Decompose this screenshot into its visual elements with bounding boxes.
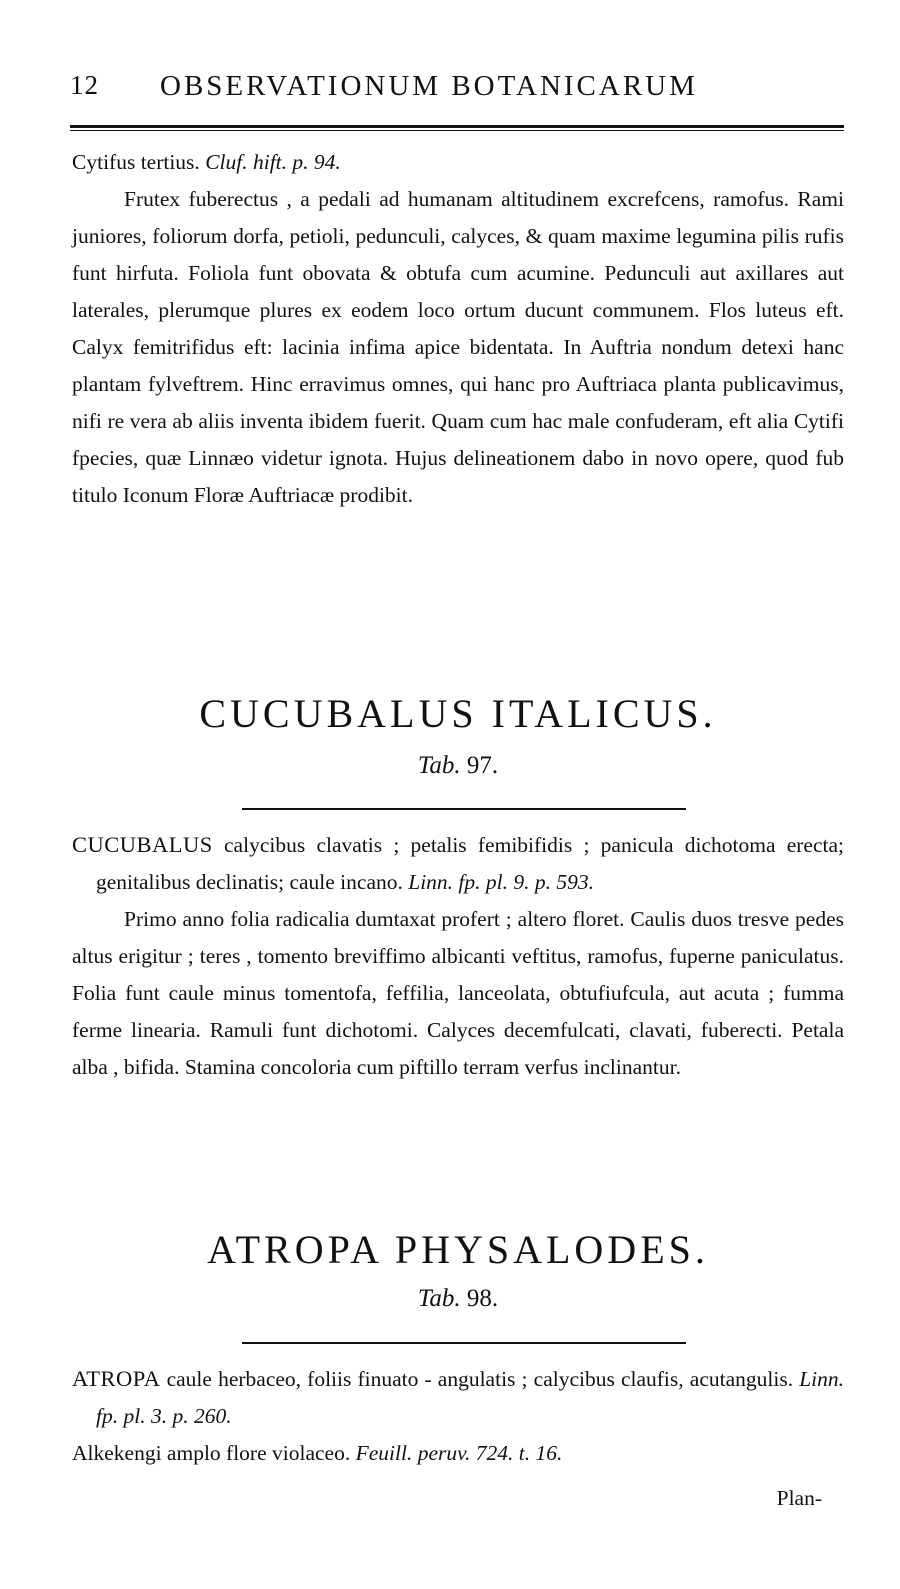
atropa-section [72,1360,844,1472]
diagnosis-reference: Linn. fp. pl. 9. p. 593. [408,870,595,894]
atropa-synonym [72,1435,844,1472]
page-number: 12 [70,70,99,100]
running-title: OBSERVATIONUM BOTANICARUM [160,70,698,102]
cytisus-section [72,144,844,514]
cucubalus-rule [242,808,686,810]
atropa-title: ATROPA PHYSALODES. [207,1227,709,1272]
tab-number: 98. [466,1285,499,1312]
diagnosis-genus: ATROPA [72,1366,161,1391]
atropa-tab-label [72,1285,844,1313]
synonym-reference: Cluf. hift. p. 94. [205,150,341,174]
diagnosis-reference: Linn. fp. pl. 3. p. 260. [96,1367,845,1428]
synonym-reference: Feuill. peruv. 724. t. 16. [355,1441,563,1465]
cucubalus-diagnosis [72,826,844,901]
cucubalus-section [72,826,844,1086]
diagnosis-genus: CUCUBALUS [72,832,213,857]
tab-prefix: Tab. [417,752,461,779]
atropa-rule [242,1342,686,1344]
diagnosis-text: caule herbaceo, foliis finuato - angulatis ; calycibus claufis, acutangulis. [166,1367,794,1391]
catch-word: Plan- [776,1486,822,1510]
synonym-text: Alkekengi amplo flore violaceo. [72,1441,351,1465]
tab-number: 97. [466,752,499,779]
running-head [70,70,850,110]
cucubalus-tab-label [72,752,844,780]
cucubalus-description: Primo anno folia radicalia dumtaxat profert ; altero floret. Caulis duos tresve pedes altus erigitur ; teres , tomento breviffimo albicanti veftitus, ramofus, fuperne paniculatus. Folia funt caule minus tomentofa, feffilia, lanceolata, obtufiufcula, aut acuta ; fumma ferme linearia. Ramuli funt dichotomi. Calyces decemfulcati, clavati, fuberecti. Petala alba , bifida. Stamina concoloria cum piftillo terram verfus inclinantur. [72,907,844,1079]
cytisus-synonym [72,144,844,181]
cucubalus-title: CUCUBALUS ITALICUS. [199,691,717,736]
diagnosis-text: calycibus clavatis ; petalis femibifidis ; panicula dichotoma erecta; genitalibus declinatis; caule incano. [96,833,844,894]
header-rule [70,125,844,128]
synonym-text: Cytifus tertius. [72,150,200,174]
atropa-diagnosis [72,1360,844,1435]
tab-prefix: Tab. [417,1285,461,1312]
cytisus-description: Frutex fuberectus , a pedali ad humanam altitudinem excrefcens, ramofus. Rami juniores, foliorum dorfa, petioli, pedunculi, calyces, & quam maxime legumina pilis rufis funt hirfuta. Foliola funt obovata & obtufa cum acumine. Pedunculi aut axillares aut laterales, plerumque plures ex eodem loco ortum ducunt communem. Flos luteus eft. Calyx femitrifidus eft: lacinia infima apice bidentata. In Auftria nondum detexi hanc plantam fylveftrem. Hinc erravimus omnes, qui hanc pro Auftriaca planta publicavimus, nifi re vera ab aliis inventa ibidem fuerit. Quam cum hac male confuderam, eft alia Cytifi fpecies, quæ Linnæo videtur ignota. Hujus delineationem dabo in novo opere, quod fub titulo Iconum Floræ Auftriacæ prodibit. [72,187,844,507]
